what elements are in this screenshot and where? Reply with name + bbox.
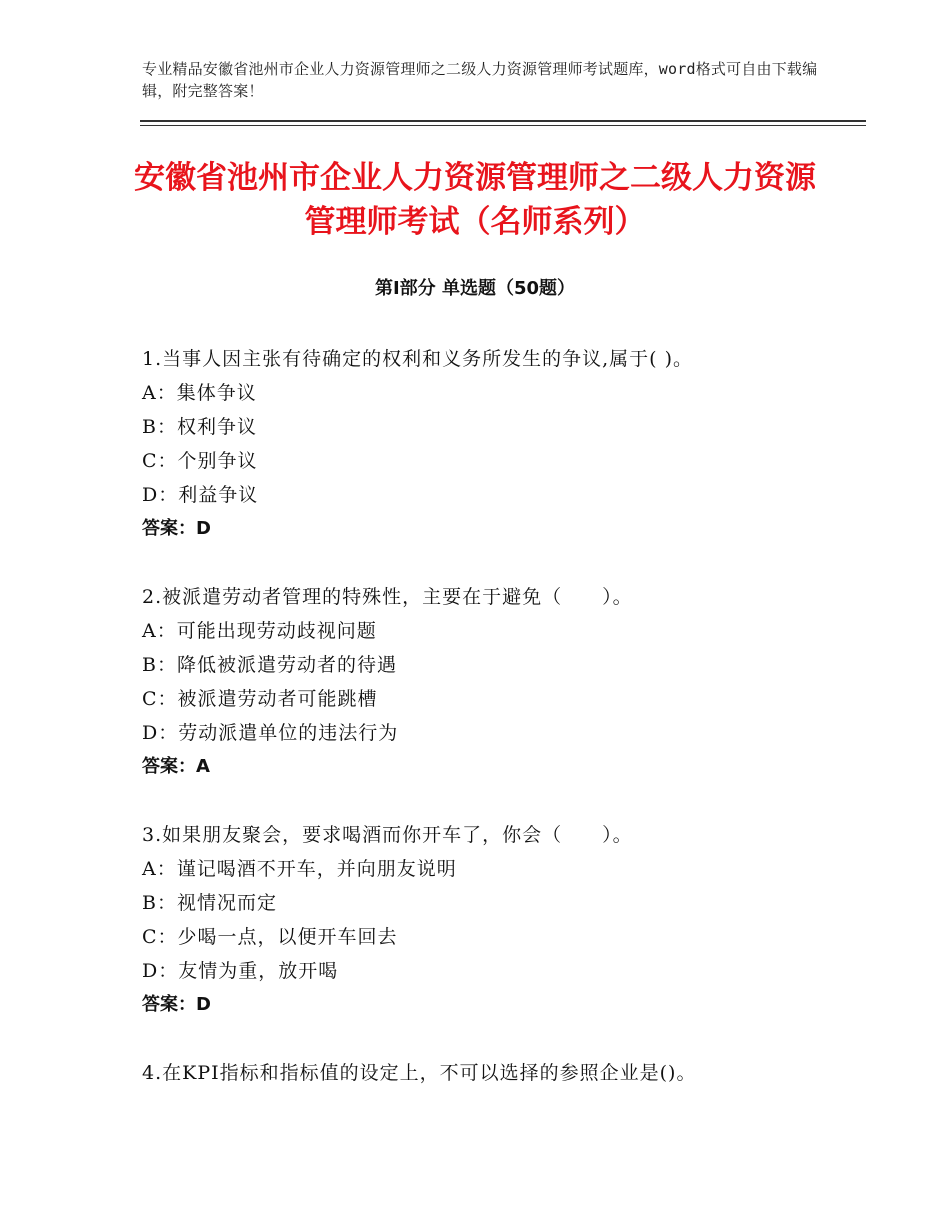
- option-b: B：降低被派遣劳动者的待遇: [142, 654, 397, 676]
- section-title: 第Ⅰ部分 单选题（50题）: [374, 278, 575, 299]
- question-list: [142, 342, 862, 1124]
- answer-label: 答案：A: [142, 756, 210, 777]
- question-stem: 3.如果朋友聚会，要求喝酒而你开车了，你会（ ）。: [142, 824, 633, 846]
- option-d: D：友情为重，放开喝: [142, 960, 339, 982]
- option-d: D：劳动派遣单位的违法行为: [142, 722, 399, 744]
- document-title: 安徽省池州市企业人力资源管理师之二级人力资源管理师考试（名师系列）: [134, 160, 816, 240]
- header-divider-thick: [140, 120, 866, 122]
- option-b: B：权利争议: [142, 416, 257, 438]
- question-4: [142, 1056, 862, 1090]
- option-d: D：利益争议: [142, 484, 259, 506]
- header-note: 专业精品安徽省池州市企业人力资源管理师之二级人力资源管理师考试题库，word格式可自由下载编辑，附完整答案！: [142, 60, 818, 100]
- option-c: C：个别争议: [142, 450, 258, 472]
- option-a: A：集体争议: [142, 382, 257, 404]
- option-a: A：可能出现劳动歧视问题: [142, 620, 377, 642]
- answer-label: 答案：D: [142, 994, 211, 1015]
- question-stem: 1.当事人因主张有待确定的权利和义务所发生的争议,属于( )。: [142, 348, 694, 370]
- question-2: [142, 580, 862, 784]
- option-a: A：谨记喝酒不开车，并向朋友说明: [142, 858, 457, 880]
- option-c: C：少喝一点，以便开车回去: [142, 926, 398, 948]
- question-3: [142, 818, 862, 1022]
- answer-label: 答案：D: [142, 518, 211, 539]
- question-1: [142, 342, 862, 546]
- question-stem: 2.被派遣劳动者管理的特殊性，主要在于避免（ ）。: [142, 586, 633, 608]
- option-b: B：视情况而定: [142, 892, 277, 914]
- question-stem: 4.在KPI指标和指标值的设定上，不可以选择的参照企业是()。: [142, 1062, 697, 1084]
- header-divider-thin: [140, 125, 866, 126]
- option-c: C：被派遣劳动者可能跳槽: [142, 688, 378, 710]
